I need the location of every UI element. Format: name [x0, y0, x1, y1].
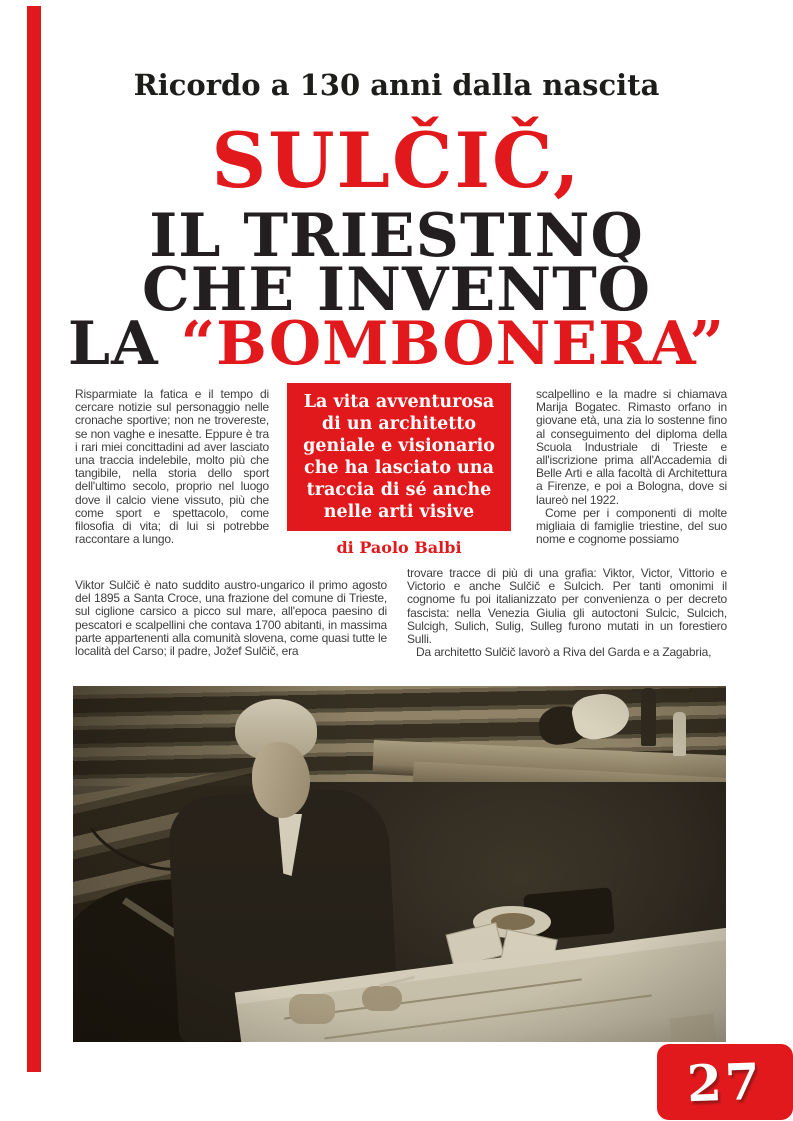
title-bombonera: “BOMBONERA” — [180, 309, 726, 379]
column-left-bottom — [75, 579, 387, 658]
title-line-che-invento: CHE INVENTÒ — [141, 255, 652, 325]
title-line-il-triestino: IL TRIESTINO — [149, 201, 644, 271]
title-la: LA — [67, 309, 181, 379]
article-photo — [73, 686, 726, 1042]
page-number: 27 — [686, 1051, 764, 1113]
paragraph: Risparmiate la fatica e il tempo di cercare notizie sul personaggio nelle cronache sportive; non ne trovereste, se non vaghe e inesatte. Eppure è tra i rari miei concittadini ad aver lasciato una traccia indelebile, molto più che tangibile, nella storia dello sport dell'ultimo secolo, proprio nel luogo dove il calcio viene vissuto, più che come sport e spettacolo, come filosofia di vita; di lui si potrebbe raccontare a lungo. — [75, 387, 269, 547]
kicker: Ricordo a 130 anni dalla nascita — [133, 68, 660, 102]
title-line-la-bombonera — [0, 309, 793, 379]
column-right-bottom — [407, 567, 727, 659]
column-left-top — [75, 388, 269, 546]
title-line-sulcic: SULČIČ, — [211, 116, 582, 205]
paragraph: Come per i componenti di molte migliaia di famiglie triestine, del suo nome e cognome possiamo — [536, 505, 727, 547]
byline: di Paolo Balbi — [336, 538, 462, 557]
photo-sepia-overlay — [73, 686, 726, 1042]
paragraph: scalpellino e la madre si chiamava Marija Bogatec. Rimasto orfano in giovane età, una zia lo sostenne fino al conseguimento del diploma della Scuola Industriale di Trieste e all'iscrizione prima all'Accademia di Belle Arti e alla facoltà di Architettura a Firenze, e poi a Bologna, dove si laureò nel 1922. — [536, 387, 727, 507]
paragraph: trovare tracce di più di una grafia: Viktor, Victor, Vittorio e Victorio e anche Sulčič e Sulcich. Per tanti omonimi il cognome fu poi italianizzato per convenienza o per decreto fascista: nella Venezia Giulia gli autoctoni Sulcic, Sulcich, Sulcigh, Sulich, Sulig, Sulleg furono mutati in un forestiero Sulli. — [407, 566, 727, 647]
paragraph: Viktor Sulčič è nato suddito austro-ungarico il primo agosto del 1895 a Santa Croce, una frazione del comune di Trieste, sul ciglione carsico a picco sul mare, all'epoca paesino di pescatori e scalpellini che contava 1700 abitanti, in massima parte appartenenti alla comunità slovena, come quasi tutte le località del Carso; il padre, Jožef Sulčič, era — [75, 578, 387, 659]
paragraph: Da architetto Sulčič lavorò a Riva del Garda e a Zagabria, — [416, 645, 712, 660]
standfirst-text: La vita avventurosa di un architetto geniale e visionario che ha lasciato una traccia di sé anche nelle arti visive — [303, 392, 495, 522]
column-right-top — [536, 388, 727, 546]
page-number-box — [657, 1044, 793, 1120]
standfirst-box — [287, 383, 511, 531]
